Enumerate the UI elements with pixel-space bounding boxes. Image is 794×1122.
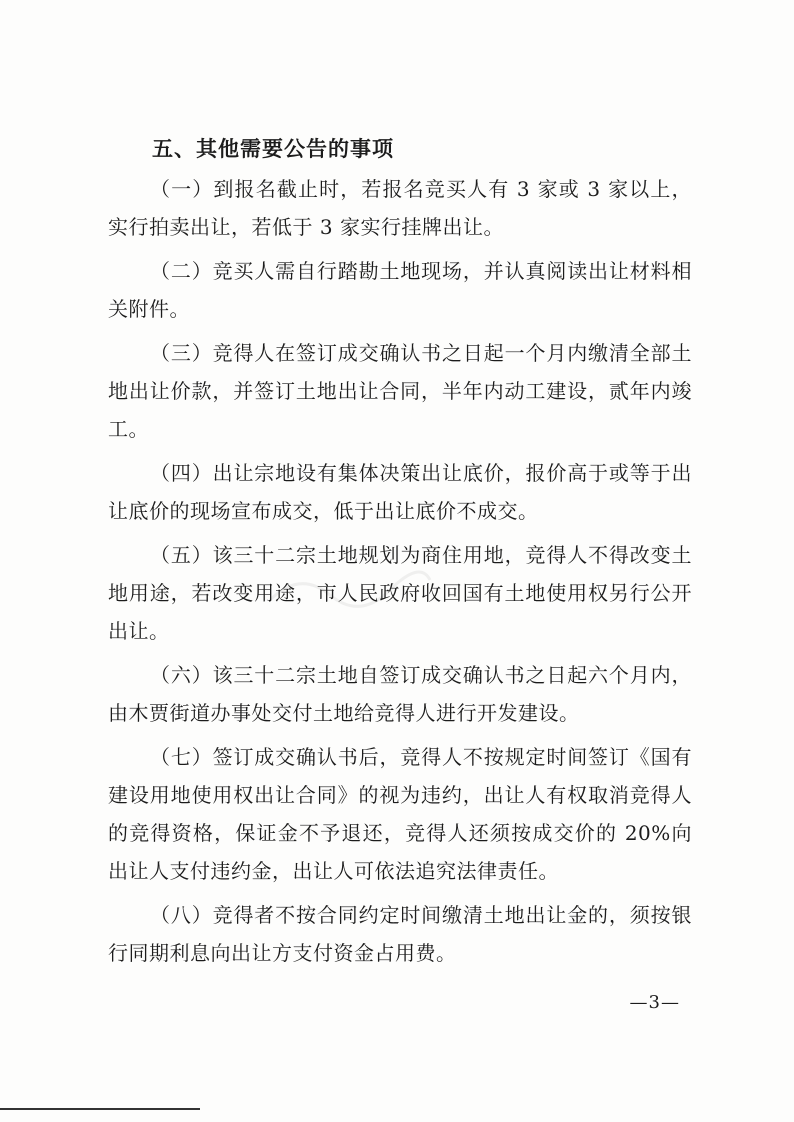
clause-6: （六）该三十二宗土地自签订成交确认书之日起六个月内，由木贾街道办事处交付土地给竞得人进行开发建设。 (108, 663, 692, 725)
clause-7: （七）签订成交确认书后，竞得人不按规定时间签订《国有建设用地使用权出让合同》的视为违约，出让人有权取消竞得人的竞得资格，保证金不予退还，竞得人还须按成交价的 20%向出让人支付违约金，出让人可依法追究法律责任。 (108, 745, 692, 883)
section-heading: 五、其他需要公告的事项 (152, 137, 394, 161)
page-number: —3— (629, 992, 680, 1013)
bottom-rule (0, 1108, 200, 1110)
clause-3: （三）竞得人在签订成交确认书之日起一个月内缴清全部土地出让价款，并签订土地出让合同，半年内动工建设，贰年内竣工。 (108, 341, 692, 441)
clause-2: （二）竞买人需自行踏勘土地现场，并认真阅读出让材料相关附件。 (108, 259, 692, 321)
document-body (108, 132, 692, 978)
clause-4: （四）出让宗地设有集体决策出让底价，报价高于或等于出让底价的现场宣布成交，低于出让底价不成交。 (108, 461, 692, 523)
clause-5: （五）该三十二宗土地规划为商住用地，竞得人不得改变土地用途，若改变用途，市人民政府收回国有土地使用权另行公开出让。 (108, 543, 692, 643)
clause-8: （八）竞得者不按合同约定时间缴清土地出让金的，须按银行同期利息向出让方支付资金占用费。 (108, 903, 692, 965)
clause-1: （一）到报名截止时，若报名竞买人有 3 家或 3 家以上，实行拍卖出让，若低于 3 家实行挂牌出让。 (108, 177, 692, 239)
